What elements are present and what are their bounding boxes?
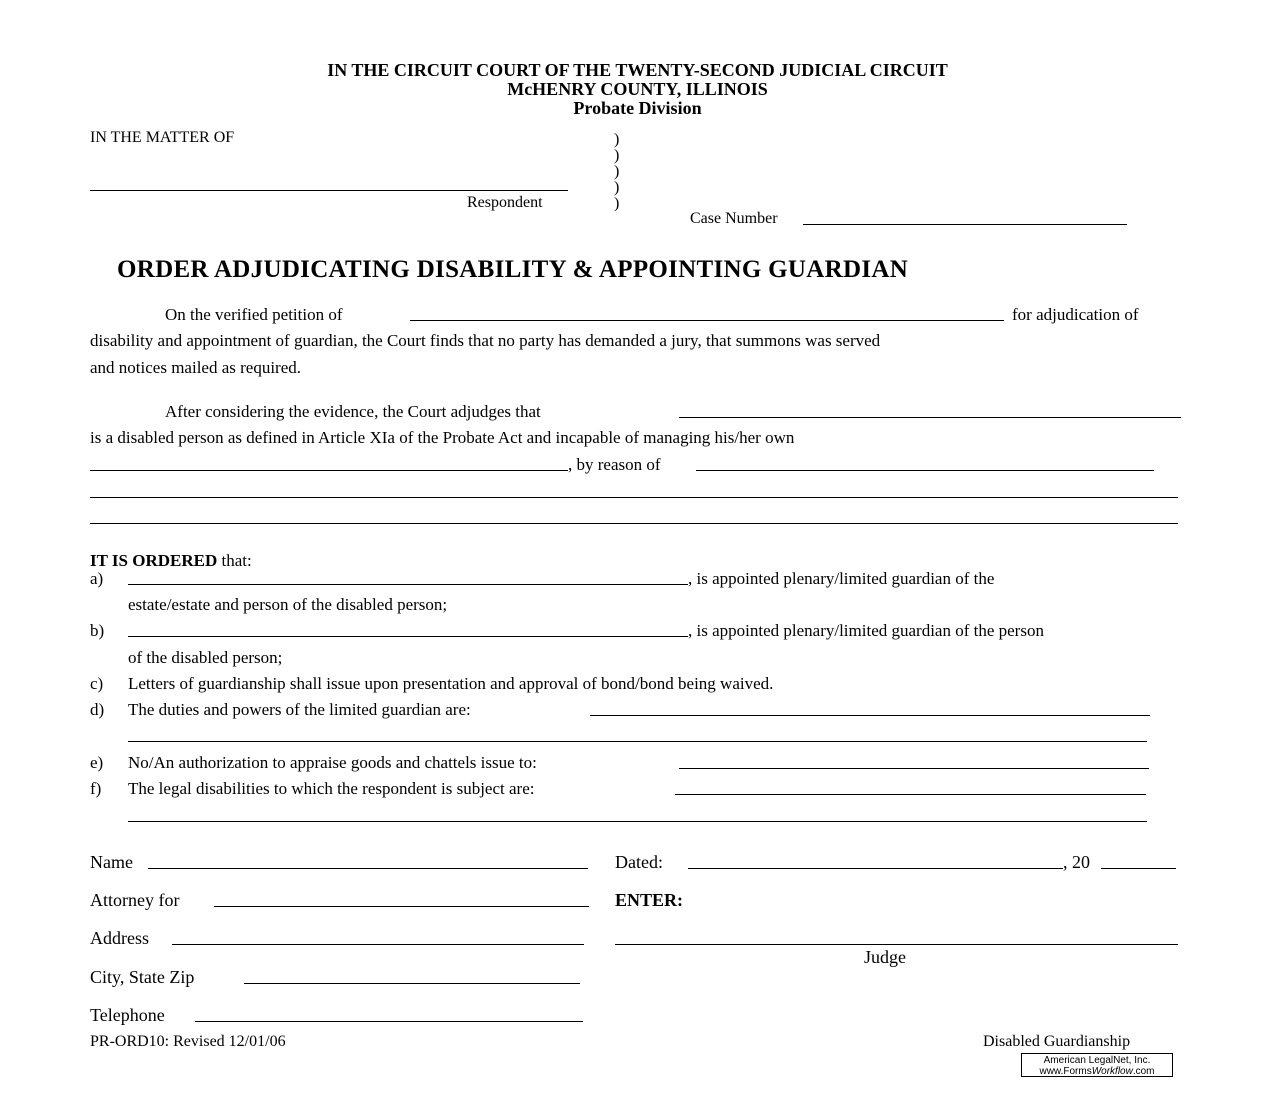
city-state-zip-label: City, State Zip [90, 967, 195, 987]
petition-tail: for adjudication of [1012, 305, 1139, 324]
order-a-label: a) [90, 569, 104, 588]
order-f-text: The legal disabilities to which the respondent is subject are: [128, 779, 535, 798]
judge-signature-field[interactable] [615, 944, 1178, 945]
form-category: Disabled Guardianship [983, 1033, 1131, 1050]
publisher-name: American LegalNet, Inc. [1043, 1055, 1151, 1066]
estate-guardian-field[interactable] [128, 584, 688, 585]
order-d-label: d) [90, 700, 105, 719]
petition-line2: disability and appointment of guardian, the Court finds that no party has demanded a jury, that summons was served [90, 331, 881, 350]
attorney-for-label: Attorney for [90, 890, 180, 910]
enter-label: ENTER: [615, 890, 684, 910]
reason-field-line3[interactable] [90, 523, 1178, 524]
matter-of-label: IN THE MATTER OF [90, 129, 235, 146]
caption-paren: ) [614, 179, 620, 196]
address-field[interactable] [172, 944, 584, 945]
managing-field[interactable] [90, 470, 568, 471]
order-c-label: c) [90, 674, 104, 693]
publisher-url[interactable] [1022, 1066, 1172, 1077]
order-d-text: The duties and powers of the limited guardian are: [128, 700, 471, 719]
respondent-label: Respondent [467, 194, 543, 211]
name-field[interactable] [148, 868, 588, 869]
caption-paren: ) [614, 131, 620, 148]
order-b-cont: of the disabled person; [128, 648, 283, 667]
respondent-name-field[interactable] [90, 190, 568, 191]
by-reason-label: , by reason of [568, 455, 661, 474]
petitioner-name-field[interactable] [410, 320, 1004, 321]
form-id: PR-ORD10: Revised 12/01/06 [90, 1033, 286, 1050]
attorney-for-field[interactable] [214, 906, 589, 907]
duties-field-line2[interactable] [128, 741, 1147, 742]
case-number-label: Case Number [690, 210, 778, 227]
order-e-label: e) [90, 753, 104, 772]
county-name: McHENRY COUNTY, ILLINOIS [507, 79, 768, 99]
name-label: Name [90, 852, 133, 872]
dated-field[interactable] [688, 868, 1063, 869]
petition-lead: On the verified petition of [165, 305, 343, 324]
reason-field-line2[interactable] [90, 497, 1178, 498]
person-guardian-field[interactable] [128, 636, 688, 637]
disabled-person-field[interactable] [679, 417, 1181, 418]
year-field[interactable] [1101, 868, 1176, 869]
court-name: IN THE CIRCUIT COURT OF THE TWENTY-SECOND JUDICIAL CIRCUIT [327, 60, 948, 80]
publisher-url-a: www.Forms [1039, 1066, 1092, 1077]
form-title: ORDER ADJUDICATING DISABILITY & APPOINTING GUARDIAN [117, 256, 909, 283]
orders-heading [90, 551, 252, 571]
case-number-field[interactable] [803, 224, 1127, 225]
publisher-stamp [1021, 1053, 1173, 1077]
dated-label: Dated: [615, 852, 663, 872]
order-e-text: No/An authorization to appraise goods and chattels issue to: [128, 753, 537, 772]
disabilities-field-line2[interactable] [128, 821, 1147, 822]
order-f-label: f) [90, 779, 102, 798]
disabilities-field[interactable] [675, 794, 1146, 795]
petition-line3: and notices mailed as required. [90, 358, 302, 377]
order-a-cont: estate/estate and person of the disabled person; [128, 595, 448, 614]
caption-paren: ) [614, 195, 620, 212]
orders-heading-rest: that: [221, 551, 252, 570]
year-prefix: , 20 [1063, 852, 1090, 872]
reason-field[interactable] [696, 470, 1154, 471]
duties-field[interactable] [590, 715, 1150, 716]
publisher-url-c: .com [1132, 1066, 1155, 1077]
caption-paren: ) [614, 147, 620, 164]
telephone-field[interactable] [195, 1021, 583, 1022]
judge-label: Judge [864, 947, 906, 967]
order-c-text: Letters of guardianship shall issue upon presentation and approval of bond/bond being waived. [128, 674, 774, 693]
order-a-text: , is appointed plenary/limited guardian of the [688, 569, 995, 588]
division-name: Probate Division [573, 98, 702, 118]
order-b-text: , is appointed plenary/limited guardian of the person [688, 621, 1044, 640]
adjudge-lead: After considering the evidence, the Court adjudges that [165, 402, 541, 421]
order-b-label: b) [90, 621, 105, 640]
address-label: Address [90, 928, 149, 948]
caption-paren: ) [614, 163, 620, 180]
publisher-url-b: Workflow [1091, 1066, 1133, 1077]
adjudge-line2: is a disabled person as defined in Article XIa of the Probate Act and incapable of managing his/her own [90, 428, 795, 447]
appraise-field[interactable] [679, 768, 1149, 769]
telephone-label: Telephone [90, 1005, 165, 1025]
orders-heading-bold: IT IS ORDERED [90, 551, 218, 570]
city-state-zip-field[interactable] [244, 983, 580, 984]
